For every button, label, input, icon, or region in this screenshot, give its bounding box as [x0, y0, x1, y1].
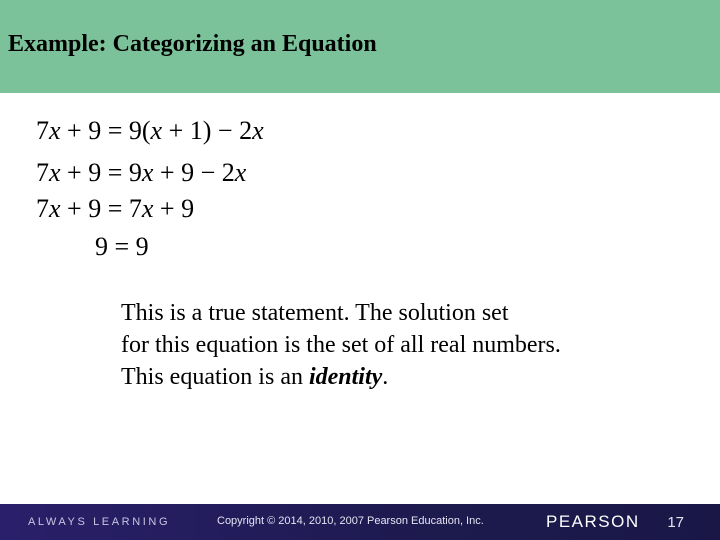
pearson-logo: PEARSON	[546, 512, 640, 531]
explanation-text	[121, 297, 681, 393]
math-text: 7	[36, 194, 49, 223]
page-number: 17	[667, 514, 684, 531]
math-text: + 9	[153, 194, 195, 223]
footer-bar	[0, 504, 720, 540]
math-text: + 9 = 9	[60, 158, 142, 187]
math-variable: x	[234, 158, 247, 187]
math-variable: x	[150, 116, 163, 145]
math-variable: x	[49, 158, 61, 187]
footer-tagline: ALWAYS LEARNING	[28, 516, 171, 528]
explanation-line-3	[121, 361, 681, 393]
math-variable: x	[141, 194, 154, 223]
explanation-prefix: This equation is an	[121, 364, 309, 390]
math-text: 9 = 9	[95, 232, 149, 261]
equation-step-2	[36, 160, 246, 186]
math-variable: x	[141, 158, 154, 187]
copyright-notice: Copyright © 2014, 2010, 2007 Pearson Education, Inc.	[217, 515, 484, 527]
math-variable: x	[49, 194, 61, 223]
equation-step-1	[36, 118, 264, 144]
equation-step-3	[36, 196, 194, 222]
equation-step-4	[95, 234, 149, 260]
math-text: + 1) − 2	[162, 116, 253, 145]
math-text: 7	[36, 158, 49, 187]
explanation-line-2: for this equation is the set of all real numbers.	[121, 332, 561, 358]
math-variable: x	[252, 116, 264, 145]
explanation-line-1: This is a true statement. The solution set	[121, 300, 509, 326]
math-text: + 9 − 2	[153, 158, 235, 187]
identity-term: identity	[308, 364, 383, 390]
math-text: 7	[36, 116, 49, 145]
math-variable: x	[49, 116, 61, 145]
math-text: + 9 = 9(	[60, 116, 151, 145]
explanation-suffix: .	[382, 364, 389, 390]
math-text: + 9 = 7	[60, 194, 142, 223]
slide-title: Example: Categorizing an Equation	[8, 31, 377, 57]
